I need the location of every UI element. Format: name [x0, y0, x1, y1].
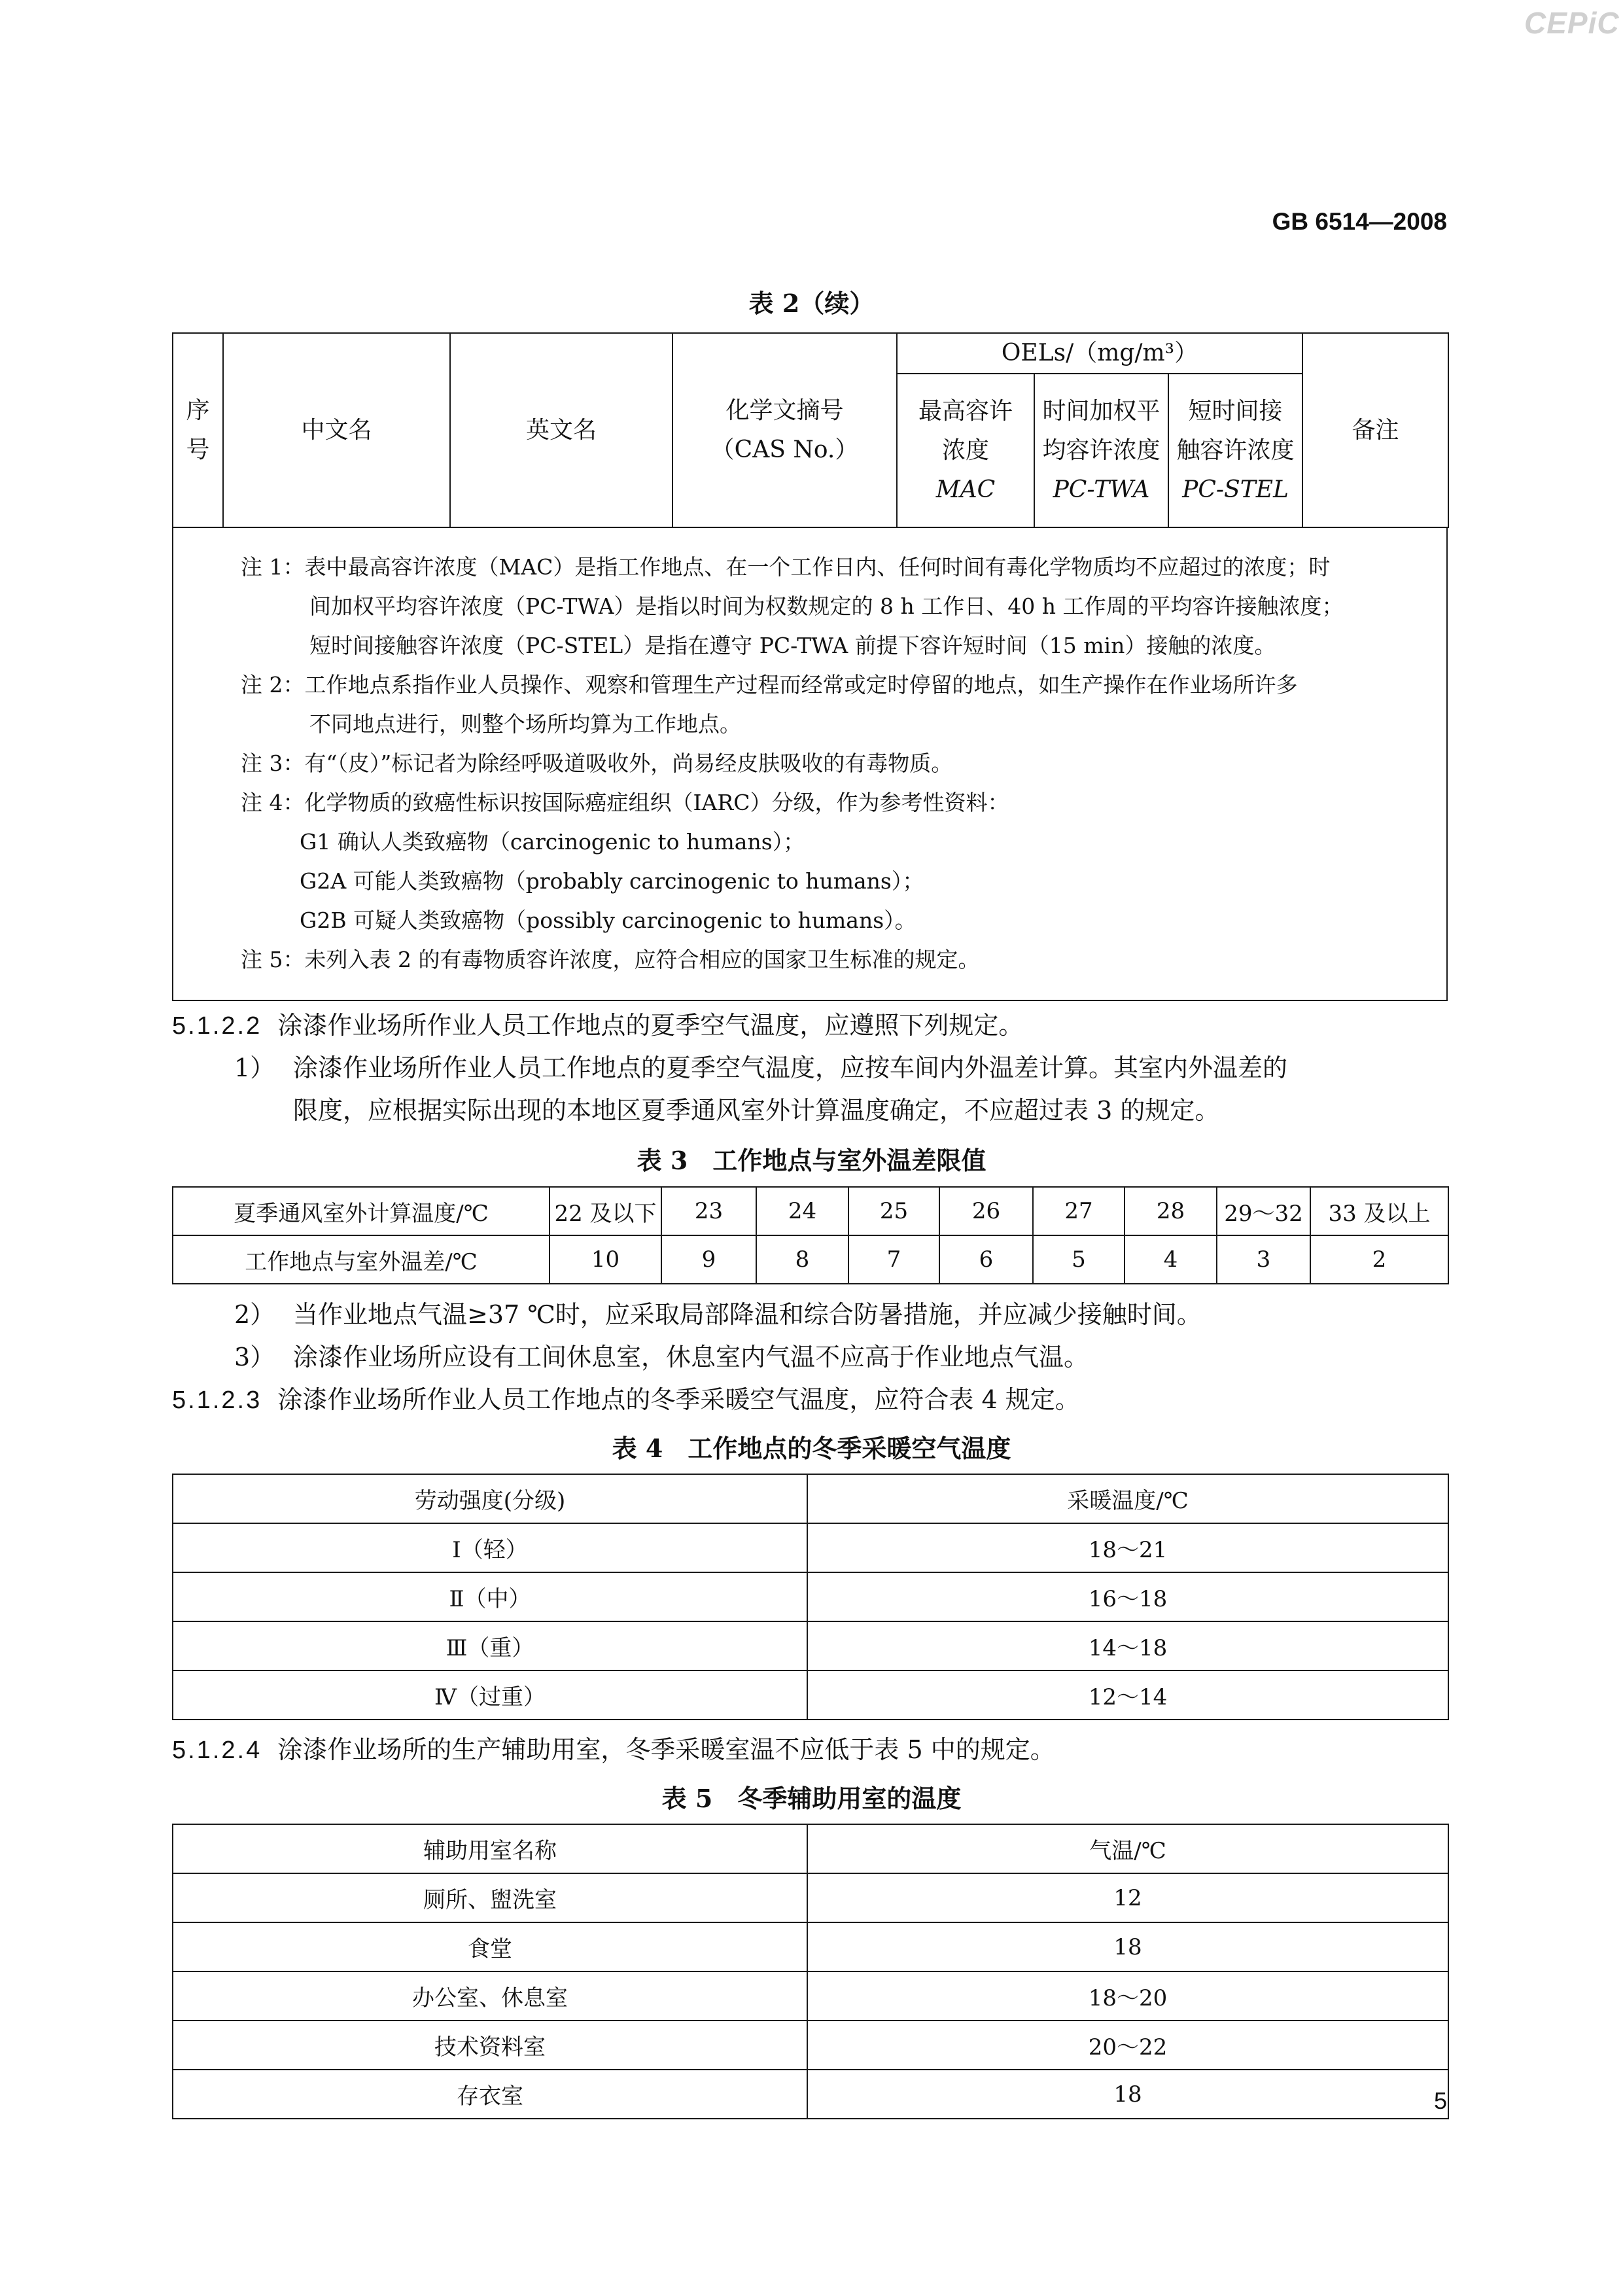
cell: 20～22	[807, 2021, 1448, 2070]
col-labor-intensity: 劳动强度(分级)	[173, 1474, 807, 1523]
note-2-line-1: 注 2：工作地点系指作业人员操作、观察和管理生产过程而经常或定时停留的地点，如生产操作在作业场所许多	[241, 672, 1298, 698]
row-label: 夏季通风室外计算温度/℃	[173, 1187, 550, 1235]
clause-5-1-2-3: 5.1.2.3 涂漆作业场所作业人员工作地点的冬季采暖空气温度，应符合表 4 规定。	[172, 1385, 1080, 1414]
col-cas-number: 化学文摘号 （CAS No.）	[672, 333, 897, 527]
cell: 2	[1310, 1235, 1448, 1284]
table-row	[173, 1621, 1448, 1670]
cell: 5	[1033, 1235, 1125, 1284]
note-5: 注 5：未列入表 2 的有毒物质容许浓度，应符合相应的国家卫生标准的规定。	[241, 947, 980, 972]
cell: Ⅱ（中）	[173, 1572, 807, 1621]
item-3-num: 3）	[234, 1343, 275, 1371]
table2-header	[172, 332, 1449, 528]
note-1-line-3: 短时间接触容许浓度（PC-STEL）是指在遵守 PC-TWA 前提下容许短时间（15 min）接触的浓度。	[309, 633, 1276, 658]
cell: 18～20	[807, 1971, 1448, 2021]
item-1-line-2: 限度，应根据实际出现的本地区夏季通风室外计算温度确定，不应超过表 3 的规定。	[293, 1096, 1220, 1125]
col-heating-temp: 采暖温度/℃	[807, 1474, 1448, 1523]
note-4: 注 4：化学物质的致癌性标识按国际癌症组织（IARC）分级，作为参考性资料：	[241, 790, 1009, 815]
table3	[172, 1186, 1449, 1284]
table-row	[173, 1523, 1448, 1572]
item-2-text: 当作业地点气温≥37 ℃时，应采取局部降温和综合防暑措施，并应减少接触时间。	[293, 1300, 1202, 1329]
col-english-name: 英文名	[450, 333, 672, 527]
watermark-logo: CEPiC	[1524, 6, 1620, 40]
cell: 18	[807, 1922, 1448, 1971]
col-room-name: 辅助用室名称	[173, 1824, 807, 1873]
cell: 8	[756, 1235, 848, 1284]
note-3: 注 3：有“（皮）”标记者为除经呼吸道吸收外，尚易经皮肤吸收的有毒物质。	[241, 751, 953, 776]
table4-caption: 表 4 工作地点的冬季采暖空气温度	[612, 1434, 1011, 1463]
table-row	[173, 1922, 1448, 1971]
table5	[172, 1824, 1449, 2119]
note-4-g1: G1 确认人类致癌物（carcinogenic to humans）；	[300, 829, 805, 855]
cell: 25	[848, 1187, 939, 1235]
table5-caption: 表 5 冬季辅助用室的温度	[661, 1784, 962, 1813]
note-4-g2b: G2B 可疑人类致癌物（possibly carcinogenic to humans）。	[300, 908, 916, 933]
item-1-num: 1）	[234, 1053, 275, 1082]
col-chinese-name: 中文名	[223, 333, 450, 527]
cell: Ⅰ（轻）	[173, 1523, 807, 1572]
cell: 14～18	[807, 1621, 1448, 1670]
col-pc-twa: 时间加权平 均容许浓度 PC-TWA	[1034, 374, 1168, 527]
standard-code: GB 6514—2008	[1272, 208, 1447, 235]
cell: 28	[1125, 1187, 1217, 1235]
cell: 23	[661, 1187, 756, 1235]
table3-row-outdoor	[173, 1187, 1448, 1235]
table-row	[173, 2021, 1448, 2070]
table3-row-difference	[173, 1235, 1448, 1284]
item-1-line-1: 涂漆作业场所作业人员工作地点的夏季空气温度，应按车间内外温差计算。其室内外温差的	[293, 1053, 1288, 1082]
table2-notes	[172, 527, 1448, 1001]
cell: 技术资料室	[173, 2021, 807, 2070]
cell: 18～21	[807, 1523, 1448, 1572]
note-2-line-2: 不同地点进行，则整个场所均算为工作地点。	[309, 711, 741, 737]
cell: 18	[807, 2070, 1448, 2119]
col-mac: 最高容许 浓度 MAC	[897, 374, 1034, 527]
table2-caption: 表 2（续）	[748, 289, 875, 318]
note-1-line-2: 间加权平均容许浓度（PC-TWA）是指以时间为权数规定的 8 h 工作日、40 h 工作周的平均容许接触浓度；	[309, 593, 1344, 619]
item-3-text: 涂漆作业场所应设有工间休息室，休息室内气温不应高于作业地点气温。	[293, 1343, 1089, 1371]
table-row	[173, 1971, 1448, 2021]
item-2-num: 2）	[234, 1300, 275, 1329]
note-4-g2a: G2A 可能人类致癌物（probably carcinogenic to humans）；	[300, 868, 924, 894]
table-row	[173, 1670, 1448, 1720]
cell: 10	[550, 1235, 661, 1284]
clause-5-1-2-4: 5.1.2.4 涂漆作业场所的生产辅助用室，冬季采暖室温不应低于表 5 中的规定。	[172, 1735, 1055, 1764]
cell: 29～32	[1217, 1187, 1310, 1235]
cell: 26	[939, 1187, 1033, 1235]
cell: 存衣室	[173, 2070, 807, 2119]
table5-header-row	[173, 1824, 1448, 1873]
cell: 22 及以下	[550, 1187, 661, 1235]
cell: 7	[848, 1235, 939, 1284]
cell: 6	[939, 1235, 1033, 1284]
col-oels-group: OELs/（mg/m³）	[897, 333, 1302, 374]
page-number: 5	[1433, 2087, 1447, 2114]
cell: 9	[661, 1235, 756, 1284]
cell: 4	[1125, 1235, 1217, 1284]
cell: 厕所、盥洗室	[173, 1873, 807, 1922]
cell: 33 及以上	[1310, 1187, 1448, 1235]
cell: 27	[1033, 1187, 1125, 1235]
table4	[172, 1474, 1449, 1720]
table-row	[173, 2070, 1448, 2119]
cell: Ⅳ（过重）	[173, 1670, 807, 1720]
cell: 办公室、休息室	[173, 1971, 807, 2021]
cell: 16～18	[807, 1572, 1448, 1621]
cell: Ⅲ（重）	[173, 1621, 807, 1670]
table4-header-row	[173, 1474, 1448, 1523]
col-pc-stel: 短时间接 触容许浓度 PC-STEL	[1168, 374, 1302, 527]
col-seq: 序 号	[173, 333, 223, 527]
row-label: 工作地点与室外温差/℃	[173, 1235, 550, 1284]
col-remark: 备注	[1302, 333, 1448, 527]
table-row	[173, 1572, 1448, 1621]
cell: 12～14	[807, 1670, 1448, 1720]
cell: 24	[756, 1187, 848, 1235]
clause-5-1-2-2: 5.1.2.2 涂漆作业场所作业人员工作地点的夏季空气温度，应遵照下列规定。	[172, 1011, 1024, 1040]
col-air-temp: 气温/℃	[807, 1824, 1448, 1873]
table-row	[173, 1873, 1448, 1922]
cell: 12	[807, 1873, 1448, 1922]
note-1-line-1: 注 1：表中最高容许浓度（MAC）是指工作地点、在一个工作日内、任何时间有毒化学物质均不应超过的浓度；时	[241, 554, 1331, 580]
cell: 食堂	[173, 1922, 807, 1971]
cell: 3	[1217, 1235, 1310, 1284]
table3-caption: 表 3 工作地点与室外温差限值	[637, 1146, 986, 1175]
